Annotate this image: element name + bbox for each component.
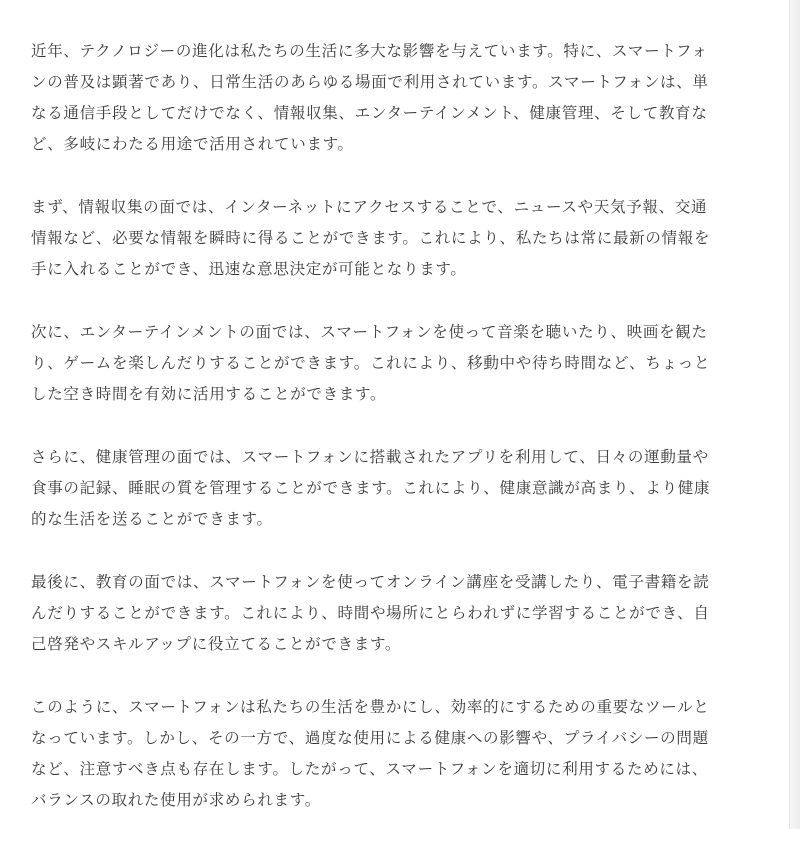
text-line: なっています。しかし、その一方で、過度な使用による健康への影響や、プライバシーの問題 bbox=[31, 729, 709, 747]
paragraph-entertainment bbox=[31, 317, 751, 410]
text-line: んだりすることができます。これにより、時間や場所にとらわれずに学習することができ、自 bbox=[31, 604, 710, 622]
text-line: 己啓発やスキルアップに役立てることができます。 bbox=[31, 635, 402, 653]
text-line: まず、情報収集の面では、インターネットにアクセスすることで、ニュースや天気予報、交通 bbox=[31, 198, 708, 216]
text-line: なる通信手段としてだけでなく、情報収集、エンターテインメント、健康管理、そして教育な bbox=[31, 104, 708, 122]
text-line: 最後に、教育の面では、スマートフォンを使ってオンライン講座を受講したり、電子書籍を読 bbox=[31, 573, 710, 591]
text-line: 食事の記録、睡眠の質を管理することができます。これにより、健康意識が高まり、より健康 bbox=[31, 479, 711, 497]
text-line: した空き時間を有効に活用することができます。 bbox=[31, 385, 387, 403]
text-line: このように、スマートフォンは私たちの生活を豊かにし、効率的にするための重要なツールと bbox=[31, 698, 710, 716]
article-body bbox=[31, 36, 751, 848]
text-line: ンの普及は顕著であり、日常生活のあらゆる場面で利用されています。スマートフォンは、単 bbox=[31, 73, 709, 91]
paragraph-health bbox=[31, 442, 751, 535]
text-line: ど、多岐にわたる用途で活用されています。 bbox=[31, 135, 354, 153]
scrollbar-track[interactable] bbox=[789, 0, 800, 829]
text-line: さらに、健康管理の面では、スマートフォンに搭載されたアプリを利用して、日々の運動量や bbox=[31, 448, 709, 466]
paragraph-intro bbox=[31, 36, 751, 160]
paragraph-education bbox=[31, 567, 751, 660]
paragraph-conclusion bbox=[31, 692, 751, 816]
text-line: など、注意すべき点も存在します。したがって、スマートフォンを適切に利用するためには、 bbox=[31, 760, 708, 778]
text-line: り、ゲームを楽しんだりすることができます。これにより、移動中や待ち時間など、ちょっと bbox=[31, 354, 711, 372]
text-line: 的な生活を送ることができます。 bbox=[31, 510, 273, 528]
paragraph-information bbox=[31, 192, 751, 285]
text-line: 手に入れることができ、迅速な意思決定が可能となります。 bbox=[31, 260, 467, 278]
text-line: 情報など、必要な情報を瞬時に得ることができます。これにより、私たちは常に最新の情報を bbox=[31, 229, 711, 247]
text-line: 近年、テクノロジーの進化は私たちの生活に多大な影響を与えています。特に、スマートフォ bbox=[31, 42, 708, 60]
text-line: バランスの取れた使用が求められます。 bbox=[31, 791, 321, 809]
text-line: 次に、エンターテインメントの面では、スマートフォンを使って音楽を聴いたり、映画を観た bbox=[31, 323, 708, 341]
